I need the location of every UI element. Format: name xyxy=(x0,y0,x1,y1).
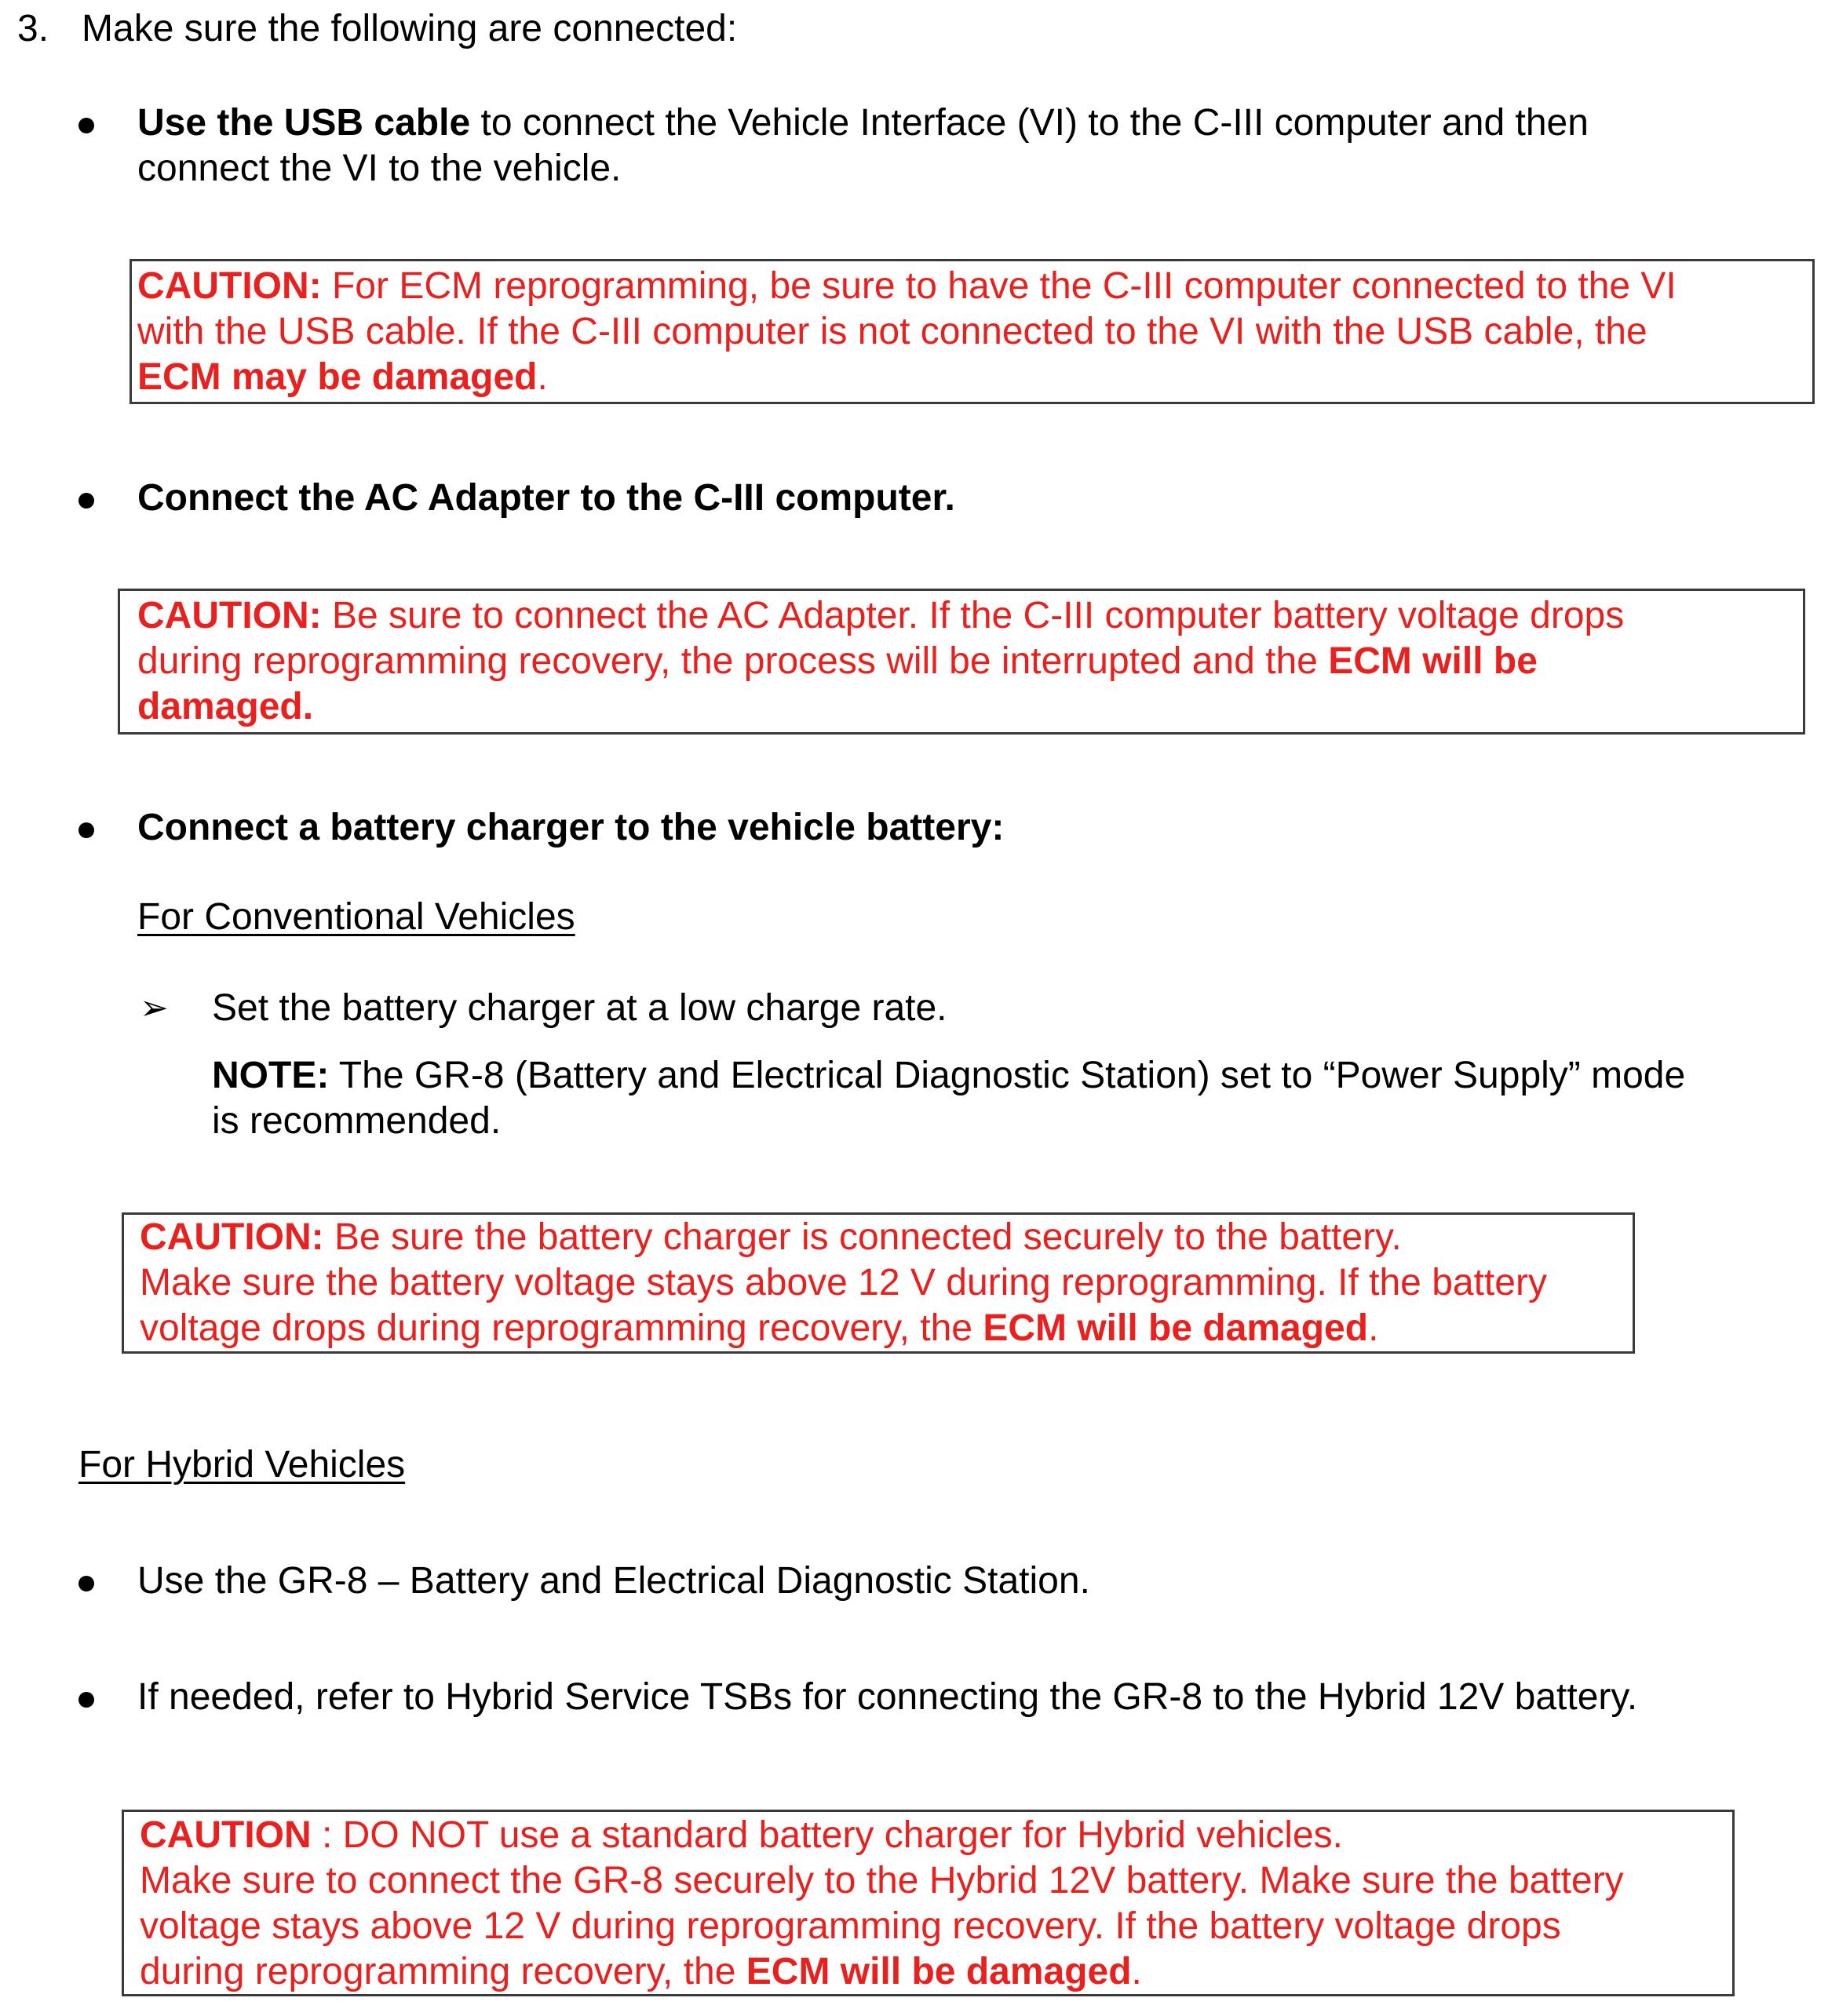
note-line-2: is recommended. xyxy=(212,1100,502,1142)
note-label: NOTE: xyxy=(212,1055,330,1096)
battery-charger-text: Connect a battery charger to the vehicle battery: xyxy=(137,807,1005,848)
bullet-usb xyxy=(78,118,94,133)
arrow-bullet-icon: ➢ xyxy=(140,989,169,1027)
caution2-label: CAUTION: xyxy=(137,595,322,636)
caution3-line-3: voltage drops during reprogramming recovery, the ECM will be damaged. xyxy=(140,1307,1379,1349)
ac-adapter-text: Connect the AC Adapter to the C-III computer. xyxy=(137,477,955,519)
step-number: 3. xyxy=(17,8,49,49)
bullet-battery-charger xyxy=(78,822,94,838)
caution4-bold: ECM will be damaged xyxy=(746,1951,1132,1992)
usb-line-2: connect the VI to the vehicle. xyxy=(137,148,622,189)
caution4-line-3: voltage stays above 12 V during reprogramming recovery. If the battery voltage drops xyxy=(140,1905,1561,1947)
note-line-1 xyxy=(212,1053,1685,1099)
caution2-line-3: damaged. xyxy=(137,686,314,727)
step-text: Make sure the following are connected: xyxy=(82,8,738,49)
caution3-line-1-rest: Be sure the battery charger is connected securely to the battery. xyxy=(323,1216,1402,1258)
bullet-hybrid-tsb xyxy=(78,1692,94,1708)
caution1-line-1-rest: For ECM reprogramming, be sure to have the C-III computer connected to the VI xyxy=(321,265,1677,307)
note-line-1-rest: The GR-8 (Battery and Electrical Diagnostic Station) set to “Power Supply” mode xyxy=(329,1055,1686,1096)
caution3-label: CAUTION: xyxy=(140,1216,324,1258)
caution1-line-2: with the USB cable. If the C-III computer is not connected to the VI with the USB cable, the xyxy=(137,311,1647,352)
hybrid-bullet-1: Use the GR-8 – Battery and Electrical Diagnostic Station. xyxy=(137,1560,1090,1602)
caution2-line-2: during reprogramming recovery, the process will be interrupted and the ECM will be xyxy=(137,640,1538,682)
caution4-line-4: during reprogramming recovery, the ECM will be damaged. xyxy=(140,1951,1142,1992)
step-heading xyxy=(17,6,737,52)
caution4-label: CAUTION xyxy=(140,1814,312,1856)
conventional-heading: For Conventional Vehicles xyxy=(137,896,575,938)
caution4-line-1-rest: : DO NOT use a standard battery charger for Hybrid vehicles. xyxy=(311,1814,1343,1856)
usb-line-1 xyxy=(137,100,1589,146)
caution4-line-1 xyxy=(140,1813,1343,1858)
caution2-bold: ECM will be xyxy=(1328,640,1538,682)
caution3-line-1 xyxy=(140,1215,1402,1260)
bullet-hybrid-gr8 xyxy=(78,1576,94,1591)
caution1-line-3: ECM may be damaged. xyxy=(137,356,548,398)
caution4-line-2: Make sure to connect the GR-8 securely to the Hybrid 12V battery. Make sure the battery xyxy=(140,1860,1624,1901)
hybrid-heading: For Hybrid Vehicles xyxy=(78,1444,406,1486)
usb-bold-text: Use the USB cable xyxy=(137,102,471,144)
caution1-bold: ECM may be damaged xyxy=(137,356,538,398)
caution2-line-1-rest: Be sure to connect the AC Adapter. If the C-III computer battery voltage drops xyxy=(321,595,1625,636)
conventional-step: Set the battery charger at a low charge rate. xyxy=(212,987,947,1029)
caution1-label: CAUTION: xyxy=(137,265,322,307)
hybrid-bullet-2: If needed, refer to Hybrid Service TSBs for connecting the GR-8 to the Hybrid 12V battery. xyxy=(137,1676,1638,1718)
caution1-line-1 xyxy=(137,264,1677,309)
bullet-ac-adapter xyxy=(78,493,94,509)
caution3-line-2: Make sure the battery voltage stays above 12 V during reprogramming. If the battery xyxy=(140,1262,1547,1303)
caution3-bold: ECM will be damaged xyxy=(983,1307,1369,1349)
caution2-line-1 xyxy=(137,593,1624,639)
usb-line-1-rest: to connect the Vehicle Interface (VI) to the C-III computer and then xyxy=(470,102,1589,144)
